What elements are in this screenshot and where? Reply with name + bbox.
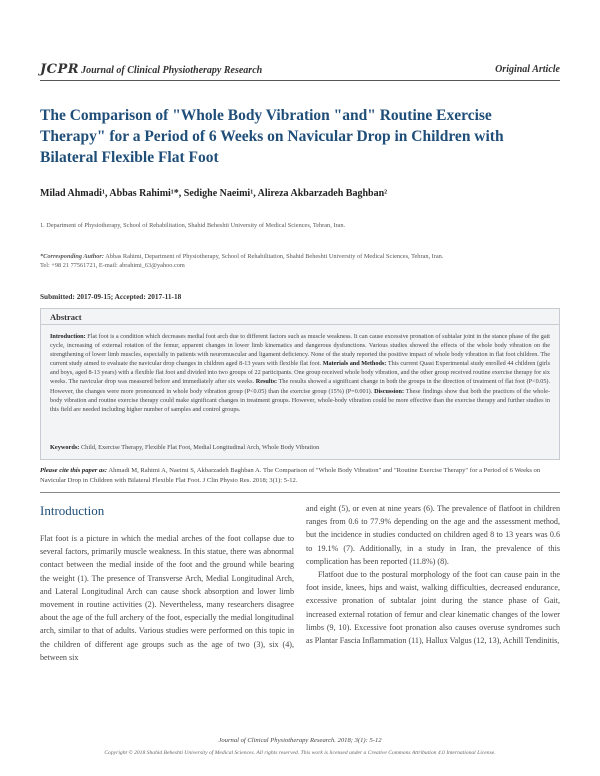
keywords-label: Keywords: — [50, 444, 80, 451]
citation — [40, 466, 560, 486]
abstract-discussion-text: These findings show that both the practices of the whole-body vibration and routine exercise therapy could make significant changes in treatment groups. However, whole-body vibration could be more effective than the exercise therapy and further studies in this field are needed including higher number of samples and control groups. — [50, 387, 551, 413]
footer-reference: Journal of Clinical Physiotherapy Research. 2018; 3(1): 5-12 — [218, 737, 382, 744]
body-paragraph: Flat foot is a picture in which the medial arches of the foot collapse due to several factors, primarily muscle weakness. In this statue, there was abnormal contact between the medial inside of the foot and the ground while bearing the weight (1). The presence of Transverse Arch, Medial Longitudinal Arch, and Lateral Longitudinal Arch can cause shock absorption and lower limb movement in routine activities (2). Nevertheless, many researchers disagree about the age of the full archery of the foot, especially the medial longitudinal arch, similar to that of adults. Various studies were performed on this topic in the children of different age groups such as the age of two (3), six (4), between six — [40, 534, 294, 662]
keywords — [50, 444, 550, 451]
abstract-methods-label: Materials and Methods: — [322, 360, 387, 368]
abstract-heading: Abstract — [50, 312, 82, 322]
introduction-heading: Introduction — [40, 503, 105, 518]
footer-copyright: Copyright © 2018 Shahid Beheshti University of Medical Sciences. All rights reserved. This work is licensed under a Creative Commons Attribution 4.0 International License. — [104, 750, 496, 756]
body-paragraph: Flatfoot due to the postural morphology of the foot can cause pain in the foot inside, knees, hips and waist, walking difficulties, decreased endurance, excessive pronation of subtalar joint during the stance phase of Gait, increased external rotation of femur and clear kinematic changes of the lower limbs (9, 10). Excessive foot pronation also causes overuse syndromes such as Plantar Fascia Inflammation (11), Hallux Valgus (12, 13), Achill Tendinitis, — [306, 570, 560, 646]
affiliation: 1. Department of Physiotherapy, School of Rehabilitation, Shahid Beheshti University of Medical Sciences, Tehran, Iran. — [40, 222, 346, 229]
abstract-divider — [40, 324, 560, 325]
body-paragraph: and eight (5), or even at nine years (6). The prevalence of flatfoot in children ranges from 0.6 to 77.9% depending on the age and the assessment method, but the incidence in studies conducted on children aged 8 to 13 years was 0.6 to 19.1% (7). Additionally, in a study in Iran, the prevalence of this complication has been reported (11.8%) (8). — [306, 504, 560, 566]
corresponding-text: Abbas Rahimi, Department of Physiotherapy, School of Rehabilitation, Shahid Beheshti University of Medical Sciences, Tehran, Iran. — [105, 253, 444, 260]
citation-text: Ahmadi M, Rahimi A, Naeimi S, Akbarzadeh Baghban A. The Comparison of "Whole Body Vibration" and "Routine Exercise Therapy" for a Period of 6 Weeks on Navicular Drop in Children with Bilateral Flexible Flat Foot. J Clin Physio Res. 2018; 3(1): 5-12. — [40, 467, 541, 484]
paper-title: The Comparison of "Whole Body Vibration "and" Routine Exercise Therapy" for a Period of 6 Weeks on Navicular Drop in Children with Bilateral Flexible Flat Foot — [40, 107, 504, 166]
author-list: Milad Ahmadi¹, Abbas Rahimi¹*, Sedighe Naeimi¹, Alireza Akbarzadeh Baghban² — [40, 188, 388, 199]
journal-header — [40, 62, 560, 78]
body-column-left — [40, 532, 294, 664]
abstract-discussion-label: Discussion: — [374, 387, 405, 395]
abstract-methods-text: This current Quasi Experimental study enrolled 44 children (girls and boys, aged 8-13 years) with a flexible flat foot and divided into two groups of 22 participants. One group received whole body vibration, and the other group received routine exercise therapy for six weeks. The navicular drop was measured before and immediately after six weeks. — [50, 360, 551, 386]
abstract-results-text: The results showed a significant change in both the groups in the direction of treatment of flat foot (P<0.05). However, the changes were more pronounced in whole body vibration group (P<0.05) than the exercise group (15%) (P=0.001). — [50, 378, 551, 395]
journal-name: Journal of Clinical Physiotherapy Research — [81, 65, 263, 76]
article-type: Original Article — [495, 64, 560, 75]
abstract-results-label: Results: — [255, 378, 278, 386]
citation-divider — [40, 492, 560, 493]
citation-label: Please cite this paper as: — [40, 467, 108, 474]
corresponding-author — [40, 252, 560, 270]
keywords-text: Child, Exercise Therapy, Flexible Flat Foot, Medial Longitudinal Arch, Whole Body Vibration — [80, 444, 320, 451]
abstract-intro-text: Flat foot is a condition which decreases medial foot arch due to different factors such as muscle weakness. It can cause excessive pronation of subtalar joint in the stance phase of the gait cycle, increasing of external rotation of the femur, apparent changes in lower limb kinematics and dangerous dysfunctions. Various studies showed the effects of the whole body vibration on the strengthening of lower limb muscles, especially in patients with neuromuscular and ligament deficiency. None of the study reported the positive impact of whole body vibration in flat foot children. The current study aimed to evaluate the navicular drop changes in children aged 8-13 years with flexible flat foot. — [50, 333, 551, 368]
corresponding-contact: Tel: +98 21 77561721, E-mail: abrahimi_63@yahoo.com — [40, 262, 185, 269]
body-column-right — [306, 502, 560, 647]
abstract-text — [50, 332, 550, 414]
corresponding-label: *Corresponding Author: — [40, 253, 104, 260]
abstract-intro-label: Introduction: — [50, 333, 86, 340]
submission-dates: Submitted: 2017-09-15; Accepted: 2017-11-18 — [40, 292, 182, 301]
journal-logo: JCPR — [40, 62, 80, 77]
header-divider — [40, 80, 560, 81]
